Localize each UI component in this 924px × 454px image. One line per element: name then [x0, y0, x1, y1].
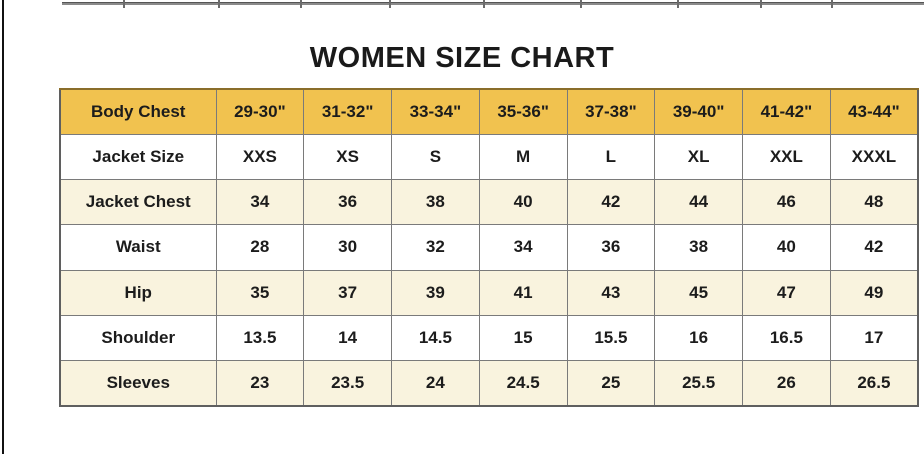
value-cell: 24.5 [479, 361, 567, 406]
cropped-table-column-divider [389, 0, 391, 8]
value-cell: 36 [304, 180, 392, 225]
value-cell: 49 [830, 270, 918, 315]
header-label-cell: Body Chest [60, 89, 216, 134]
value-cell: 37 [304, 270, 392, 315]
row-label-cell: Sleeves [60, 361, 216, 406]
value-cell: 46 [743, 180, 831, 225]
table-row [60, 225, 918, 270]
value-cell: 38 [655, 225, 743, 270]
value-cell: 32 [392, 225, 480, 270]
cropped-table-column-divider [831, 0, 833, 8]
value-cell: 17 [830, 315, 918, 360]
row-label-cell: Hip [60, 270, 216, 315]
value-cell: 40 [479, 180, 567, 225]
value-cell: 14.5 [392, 315, 480, 360]
value-cell: 41 [479, 270, 567, 315]
cropped-table-column-divider [580, 0, 582, 8]
row-label-cell: Waist [60, 225, 216, 270]
header-size-range-cell: 39-40" [655, 89, 743, 134]
value-cell: 34 [216, 180, 304, 225]
value-cell: 42 [830, 225, 918, 270]
value-cell: 42 [567, 180, 655, 225]
value-cell: 23 [216, 361, 304, 406]
value-cell: 16.5 [743, 315, 831, 360]
value-cell: 14 [304, 315, 392, 360]
header-size-range-cell: 29-30" [216, 89, 304, 134]
value-cell: XXXL [830, 134, 918, 179]
header-size-range-cell: 35-36" [479, 89, 567, 134]
value-cell: XXL [743, 134, 831, 179]
value-cell: 36 [567, 225, 655, 270]
value-cell: 25.5 [655, 361, 743, 406]
value-cell: M [479, 134, 567, 179]
value-cell: 24 [392, 361, 480, 406]
value-cell: 26 [743, 361, 831, 406]
value-cell: 48 [830, 180, 918, 225]
table-header-row [60, 89, 918, 134]
header-size-range-cell: 43-44" [830, 89, 918, 134]
table-row [60, 180, 918, 225]
value-cell: 26.5 [830, 361, 918, 406]
value-cell: L [567, 134, 655, 179]
value-cell: 13.5 [216, 315, 304, 360]
value-cell: 40 [743, 225, 831, 270]
value-cell: 43 [567, 270, 655, 315]
value-cell: 35 [216, 270, 304, 315]
value-cell: XXS [216, 134, 304, 179]
row-label-cell: Shoulder [60, 315, 216, 360]
row-label-cell: Jacket Size [60, 134, 216, 179]
value-cell: XL [655, 134, 743, 179]
value-cell: 23.5 [304, 361, 392, 406]
page-title: WOMEN SIZE CHART [309, 42, 615, 74]
header-size-range-cell: 37-38" [567, 89, 655, 134]
cropped-table-column-divider [760, 0, 762, 8]
header-size-range-cell: 41-42" [743, 89, 831, 134]
value-cell: 34 [479, 225, 567, 270]
cropped-table-column-divider [300, 0, 302, 8]
value-cell: 16 [655, 315, 743, 360]
header-size-range-cell: 31-32" [304, 89, 392, 134]
value-cell: 47 [743, 270, 831, 315]
cropped-table-bottom-edge [62, 2, 924, 5]
row-label-cell: Jacket Chest [60, 180, 216, 225]
value-cell: 39 [392, 270, 480, 315]
value-cell: 44 [655, 180, 743, 225]
table-row [60, 315, 918, 360]
value-cell: 15 [479, 315, 567, 360]
value-cell: 25 [567, 361, 655, 406]
table-row [60, 361, 918, 406]
value-cell: 45 [655, 270, 743, 315]
value-cell: S [392, 134, 480, 179]
table-row [60, 270, 918, 315]
table-row [60, 134, 918, 179]
cropped-table-column-divider [483, 0, 485, 8]
value-cell: 28 [216, 225, 304, 270]
cropped-table-column-divider [677, 0, 679, 8]
value-cell: XS [304, 134, 392, 179]
value-cell: 38 [392, 180, 480, 225]
cropped-table-column-divider [218, 0, 220, 8]
cropped-table-column-divider [123, 0, 125, 8]
value-cell: 30 [304, 225, 392, 270]
size-chart-table [59, 88, 919, 407]
value-cell: 15.5 [567, 315, 655, 360]
header-size-range-cell: 33-34" [392, 89, 480, 134]
